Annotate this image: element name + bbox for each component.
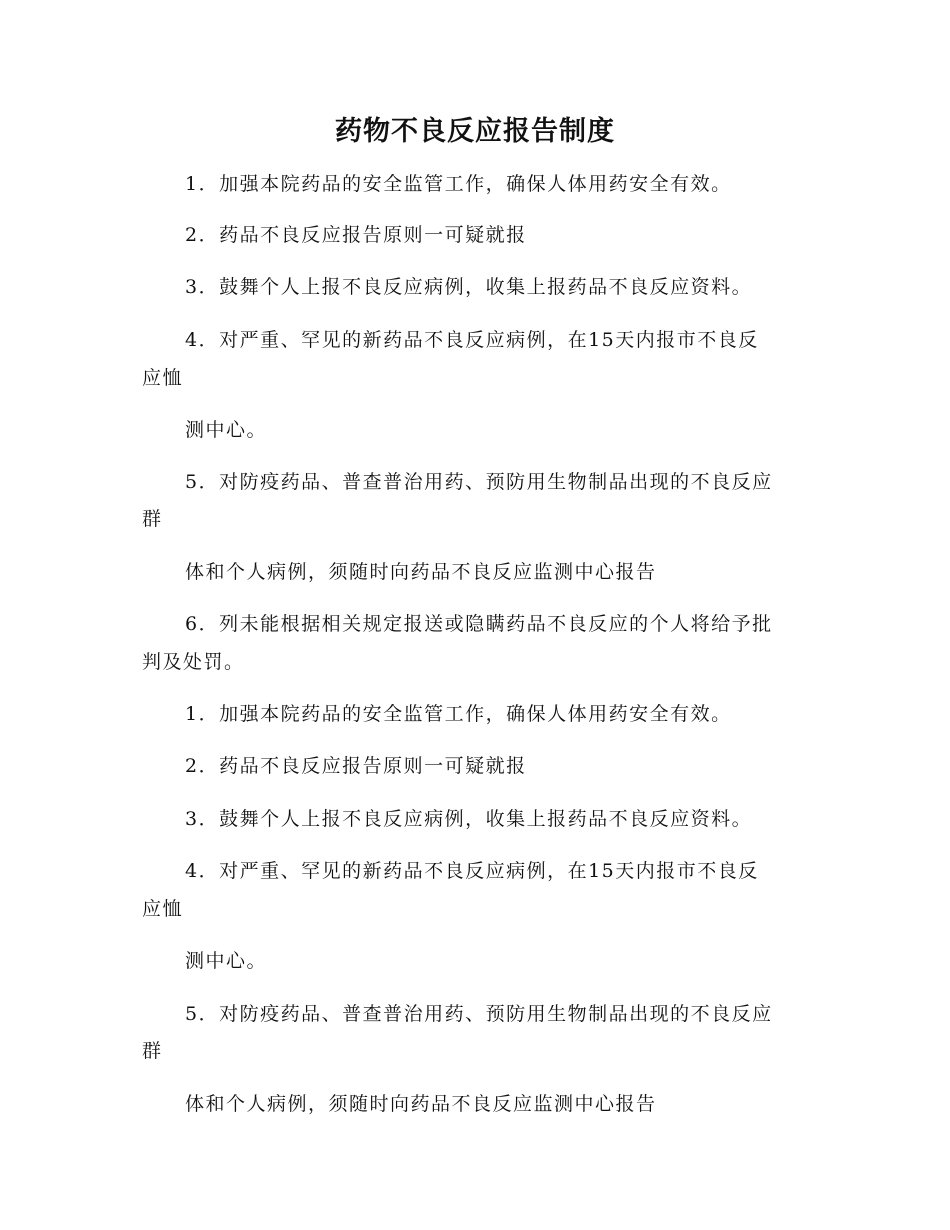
paragraph-4-line-1: 4．对严重、罕见的新药品不良反应病例，在15天内报市不良反 <box>185 329 759 351</box>
paragraph-11-line-2: 群 <box>142 1040 163 1062</box>
paragraph-11-line-1: 5．对防疫药品、普查普治用药、预防用生物制品出现的不良反应 <box>185 1003 773 1025</box>
paragraph-10-line-3: 测中心。 <box>185 950 268 972</box>
paragraph-1-line: 1．加强本院药品的安全监管工作，确保人体用药安全有效。 <box>185 173 732 195</box>
paragraph-10-line-1: 4．对严重、罕见的新药品不良反应病例，在15天内报市不良反 <box>185 860 759 882</box>
paragraph-8-line: 2．药品不良反应报告原则一可疑就报 <box>185 755 527 777</box>
paragraph-5-line-2: 群 <box>142 508 163 530</box>
paragraph-5-line-3: 体和个人病例，须随时向药品不良反应监测中心报告 <box>185 561 657 583</box>
paragraph-6-line-1: 6．列未能根据相关规定报送或隐瞒药品不良反应的个人将给予批 <box>185 613 773 635</box>
document-title: 药物不良反应报告制度 <box>335 116 615 147</box>
paragraph-9-line: 3．鼓舞个人上报不良反应病例，收集上报药品不良反应资料。 <box>185 808 753 830</box>
paragraph-3-line: 3．鼓舞个人上报不良反应病例，收集上报药品不良反应资料。 <box>185 276 753 298</box>
paragraph-2-line: 2．药品不良反应报告原则一可疑就报 <box>185 224 527 246</box>
paragraph-4-line-2: 应恤 <box>142 367 184 389</box>
paragraph-5-line-1: 5．对防疫药品、普查普治用药、预防用生物制品出现的不良反应 <box>185 471 773 493</box>
paragraph-4-line-3: 测中心。 <box>185 419 268 441</box>
paragraph-6-line-2: 判及处罚。 <box>142 651 245 673</box>
paragraph-11-line-3: 体和个人病例，须随时向药品不良反应监测中心报告 <box>185 1093 657 1115</box>
paragraph-10-line-2: 应恤 <box>142 898 184 920</box>
paragraph-7-line: 1．加强本院药品的安全监管工作，确保人体用药安全有效。 <box>185 703 732 725</box>
